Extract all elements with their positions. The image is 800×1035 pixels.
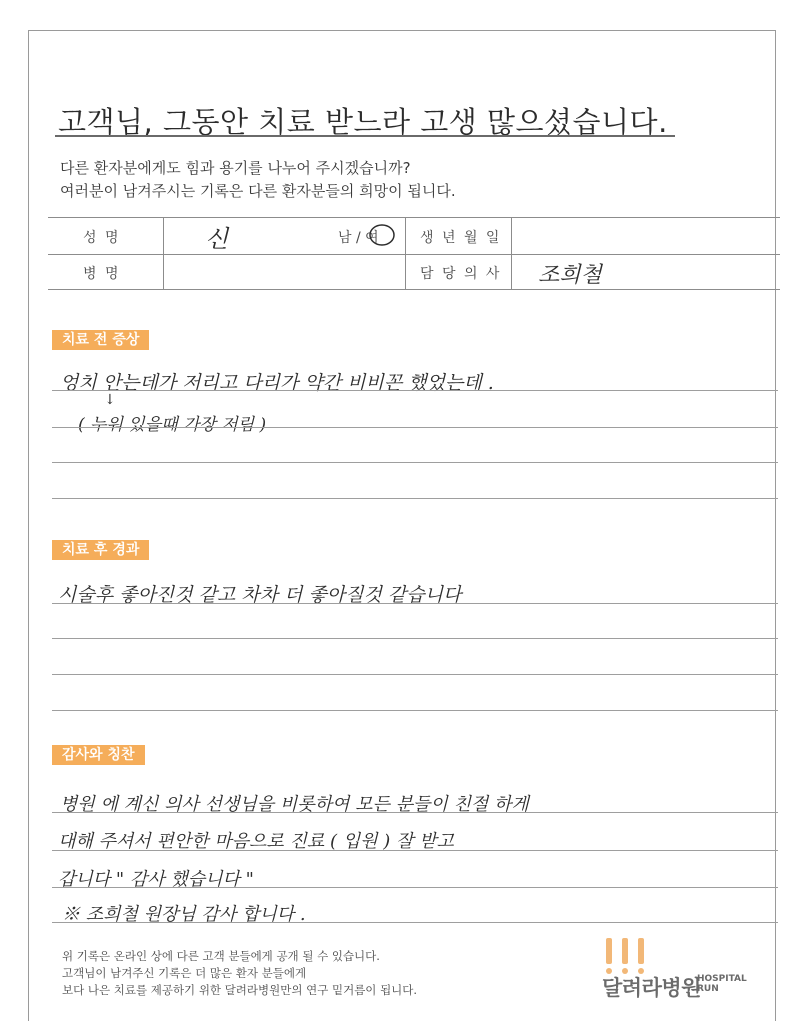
writing-line	[52, 887, 778, 888]
writing-line	[52, 710, 778, 711]
gender-label: 남 / 여	[338, 230, 379, 246]
thanks-line-1[interactable]: 병원 에 계신 의사 선생님을 비롯하여 모든 분들이 친절 하게	[60, 794, 529, 815]
after-line-1[interactable]: 시술후 좋아진것 같고 차차 더 좋아질것 같습니다	[58, 584, 462, 606]
table-line	[405, 217, 406, 290]
birth-label: 생 년 월 일	[420, 230, 502, 246]
thanks-line-4[interactable]: ※ 조희철 원장님 감사 합니다 .	[62, 904, 306, 925]
name-label: 성 명	[83, 230, 121, 246]
down-arrow-icon: ↓	[104, 392, 116, 408]
page-title: 고객님, 그동안 치료 받느라 고생 많으셨습니다.	[58, 105, 668, 139]
before-treatment-badge: 치료 전 증상	[52, 330, 149, 350]
writing-line	[52, 812, 778, 813]
title-underline	[55, 135, 675, 137]
intro-line-2: 여러분이 남겨주시는 기록은 다른 환자분들의 희망이 됩니다.	[60, 182, 456, 200]
table-line	[48, 289, 780, 290]
thanks-line-2[interactable]: 대해 주셔서 편안한 마음으로 진료 ( 입원 ) 잘 받고	[58, 831, 454, 852]
thanks-line-3[interactable]: 갑니다 " 감사 했습니다 "	[58, 869, 254, 890]
logo-korean-name: 달려라병원	[602, 976, 701, 1000]
footer-line-2: 고객님이 남겨주신 기록은 더 많은 환자 분들에게	[62, 966, 307, 980]
logo-english-name: HOSPITAL RUN	[697, 974, 747, 994]
writing-line	[52, 603, 778, 604]
patient-info-table	[48, 217, 780, 290]
writing-line	[52, 674, 778, 675]
writing-line	[52, 427, 778, 428]
doctor-value[interactable]: 조희철	[538, 263, 602, 288]
gender-circle-mark	[368, 222, 396, 248]
table-line	[48, 254, 780, 255]
hospital-logo	[600, 938, 760, 1000]
disease-label: 병 명	[83, 266, 121, 282]
before-line-2[interactable]: ( 누워 있을때 가장 저림 )	[78, 415, 267, 435]
table-line	[163, 217, 164, 290]
before-line-1[interactable]: 엉치 안는데가 저리고 다리가 약간 비비꼰 했었는데 .	[60, 372, 494, 394]
footer-line-1: 위 기록은 온라인 상에 다른 고객 분들에게 공개 될 수 있습니다.	[62, 949, 380, 963]
writing-line	[52, 390, 778, 391]
writing-line	[52, 498, 778, 499]
table-line	[48, 217, 780, 218]
thanks-badge: 감사와 칭찬	[52, 745, 145, 765]
doctor-label: 담 당 의 사	[420, 266, 502, 282]
name-value[interactable]: 신	[205, 225, 229, 253]
writing-line	[52, 638, 778, 639]
table-line	[511, 217, 512, 290]
after-treatment-badge: 치료 후 경과	[52, 540, 149, 560]
writing-line	[52, 850, 778, 851]
footer-line-3: 보다 나은 치료를 제공하기 위한 달려라병원만의 연구 밑거름이 됩니다.	[62, 983, 418, 997]
intro-line-1: 다른 환자분에게도 힘과 용기를 나누어 주시겠습니까?	[60, 159, 411, 177]
writing-line	[52, 462, 778, 463]
writing-line	[52, 922, 778, 923]
